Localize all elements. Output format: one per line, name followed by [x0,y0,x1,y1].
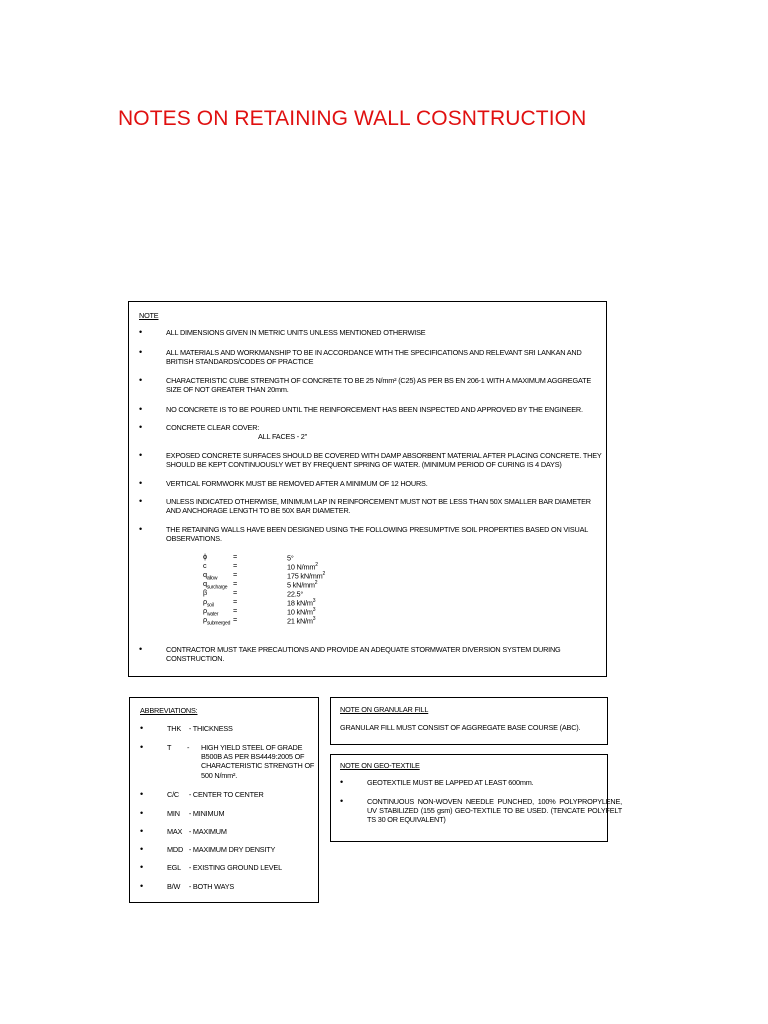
abbreviations-heading: ABBREVIATIONS: [140,706,198,715]
abbreviation-code: EGL [167,863,182,872]
soil-property-row [203,606,403,618]
note-item [139,497,606,515]
bullet: • [139,327,142,337]
abbreviation-separator: - [188,863,192,872]
property-value: 5 $kN/mm^2$ [287,580,318,590]
property-symbol: $\rho_{submerged}$ [203,615,231,627]
abbreviation-separator: - [188,882,192,891]
bullet: • [139,404,142,414]
equals-sign: = [233,588,238,597]
property-value: 22.5° [287,589,304,599]
notes-heading: NOTE [139,311,159,320]
abbreviation-code: C/C [167,790,179,799]
bullet: • [340,777,343,787]
property-symbol: $\rho_{soil}$ [203,597,214,609]
clear-cover-value: ALL FACES - 2" [258,432,307,442]
equals-sign: = [233,561,238,570]
abbreviation-code: THK [167,724,181,733]
property-symbol: ϕ [203,552,207,561]
note-text: CONCRETE CLEAR COVER: [166,423,260,432]
general-notes-box [128,301,607,677]
bullet: • [140,742,143,752]
equals-sign: = [233,606,238,615]
page-title: NOTES ON RETAINING WALL COSNTRUCTION [118,107,587,130]
bullet: • [140,723,143,733]
note-text: CHARACTERISTIC CUBE STRENGTH OF CONCRETE TO BE 25 N/mm² (C25) AS PER BS EN 206-1 WITH A MAXIMUM AGGREGATE SIZE OF NOT GREATER THAN 20mm. [166,376,591,395]
soil-property-row [203,588,403,597]
property-symbol: $\rho_{water}$ [203,606,219,618]
soil-property-row [203,597,403,609]
property-value: 5° [287,553,294,563]
note-item [139,645,606,663]
abbreviation-meaning: MINIMUM [192,809,225,818]
abbreviation-separator: - [188,845,192,854]
abbreviation-meaning: HIGH YIELD STEEL OF GRADE B500B AS PER BS4449:2005 OF CHARACTERISTIC STRENGTH OF 500 N/mm². [201,743,315,780]
note-text: NO CONCRETE IS TO BE POURED UNTIL THE REINFORCEMENT HAS BEEN INSPECTED AND APPROVED BY THE ENGINEER. [166,405,583,414]
bullet: • [140,826,143,836]
note-item [139,479,606,488]
geo-textile-item [340,797,622,825]
bullet: • [139,422,142,432]
granular-fill-box [330,697,608,745]
soil-property-row [203,552,403,561]
bullet: • [140,862,143,872]
abbreviation-meaning: THICKNESS [192,724,233,733]
bullet: • [139,478,142,488]
abbreviation-code: T [167,743,172,752]
note-text: CONTRACTOR MUST TAKE PRECAUTIONS AND PROVIDE AN ADEQUATE STORMWATER DIVERSION SYSTEM DURING CONSTRUCTION. [166,645,561,664]
equals-sign: = [233,552,238,561]
abbreviation-separator: - [188,827,192,836]
property-symbol: $q_{surcharge}$ [203,579,228,591]
note-item [139,328,606,337]
property-symbol: c [203,561,207,570]
bullet: • [139,644,142,654]
equals-sign: = [233,597,238,606]
bullet: • [140,789,143,799]
note-text: UNLESS INDICATED OTHERWISE, MINIMUM LAP IN REINFORCEMENT MUST NOT BE LESS THAN 50X SMALLER BAR DIAMETER AND ANCHORAGE LENGTH TO BE 50X BAR DIAMETER. [166,497,591,516]
bullet: • [140,844,143,854]
geo-textile-box [330,754,622,842]
note-text: VERTICAL FORMWORK MUST BE REMOVED AFTER A MINIMUM OF 12 HOURS. [166,479,428,488]
note-item [139,423,606,441]
soil-properties-table [203,552,403,627]
bullet: • [140,808,143,818]
abbreviations-box [129,697,319,903]
abbreviation-meaning: MAXIMUM DRY DENSITY [192,845,276,854]
soil-property-row [203,579,403,591]
bullet: • [140,881,143,891]
bullet: • [139,347,142,357]
abbreviation-item [140,743,322,780]
property-value: 10 $kN/m^3$ [287,607,316,617]
abbreviation-meaning: EXISTING GROUND LEVEL [192,863,282,872]
abbreviation-separator: - [188,724,192,733]
soil-property-row [203,615,403,627]
abbreviation-separator: - [188,790,192,799]
property-value: 21 $kN/m^3$ [287,616,316,626]
note-text: ALL DIMENSIONS GIVEN IN METRIC UNITS UNLESS MENTIONED OTHERWISE [166,328,426,337]
bullet: • [139,524,142,534]
note-item [139,405,606,414]
note-item [139,525,606,543]
geo-textile-heading: NOTE ON GEO-TEXTILE [340,761,420,770]
equals-sign: = [233,579,238,588]
bullet: • [340,796,343,806]
abbreviation-item [140,827,342,836]
property-value: 10 $N/mm^2$ [287,562,318,572]
note-item [139,348,606,366]
geo-textile-item [340,778,622,787]
abbreviation-item [140,863,342,872]
note-text: THE RETAINING WALLS HAVE BEEN DESIGNED USING THE FOLLOWING PRESUMPTIVE SOIL PROPERTIES BASED ON VISUAL OBSERVATIONS. [166,525,588,544]
abbreviation-item [140,724,342,733]
property-value: 175 $kN/mm^2$ [287,571,326,581]
abbreviation-item [140,845,342,854]
note-item [139,376,606,394]
abbreviation-meaning: CENTER TO CENTER [192,790,264,799]
property-symbol: β [203,588,207,597]
abbreviation-code: MIN [167,809,180,818]
property-value: 18 $kN/m^3$ [287,598,316,608]
abbreviation-item [140,882,342,891]
equals-sign: = [233,615,238,624]
granular-fill-heading: NOTE ON GRANULAR FILL [340,705,429,714]
bullet: • [139,496,142,506]
abbreviation-separator: - [188,809,192,818]
abbreviation-code: MAX [167,827,183,836]
note-item [139,451,606,469]
note-text: ALL MATERIALS AND WORKMANSHIP TO BE IN ACCORDANCE WITH THE SPECIFICATIONS AND RELEVANT SRI LANKAN AND BRITISH STANDARDS/CODES OF PRACTICE [166,348,582,367]
abbreviation-meaning: BOTH WAYS [192,882,235,891]
geo-textile-text: GEOTEXTILE MUST BE LAPPED AT LEAST 600mm. [367,778,534,787]
note-text: EXPOSED CONCRETE SURFACES SHOULD BE COVERED WITH DAMP ABSORBENT MATERIAL AFTER PLACING CONCRETE. THEY SHOULD BE KEPT CONTINUOUSLY WET BY FREQUENT SPRING OF WATER. (MINIMUM PERIOD OF CURING IS 4 DAYS) [166,451,602,470]
bullet: • [139,375,142,385]
granular-fill-text: GRANULAR FILL MUST CONSIST OF AGGREGATE BASE COURSE (ABC). [340,723,581,732]
abbreviation-code: MDD [167,845,184,854]
soil-property-row [203,570,403,582]
property-symbol: $q_{allow}$ [203,570,218,582]
abbreviation-meaning: MAXIMUM [192,827,227,836]
abbreviation-item [140,809,342,818]
abbreviation-code: B/W [167,882,181,891]
equals-sign: = [233,570,238,579]
soil-property-row [203,561,403,570]
abbreviation-item [140,790,342,799]
abbreviation-separator: - [187,743,190,752]
geo-textile-text: CONTINUOUS NON-WOVEN NEEDLE PUNCHED, 100% POLYPROPYLENE, UV STABILIZED (155 gsm) GEO-TEXTILE TO BE USED. (TENCATE POLYFELT TS 30 OR EQUIVALENT) [367,797,622,825]
bullet: • [139,450,142,460]
